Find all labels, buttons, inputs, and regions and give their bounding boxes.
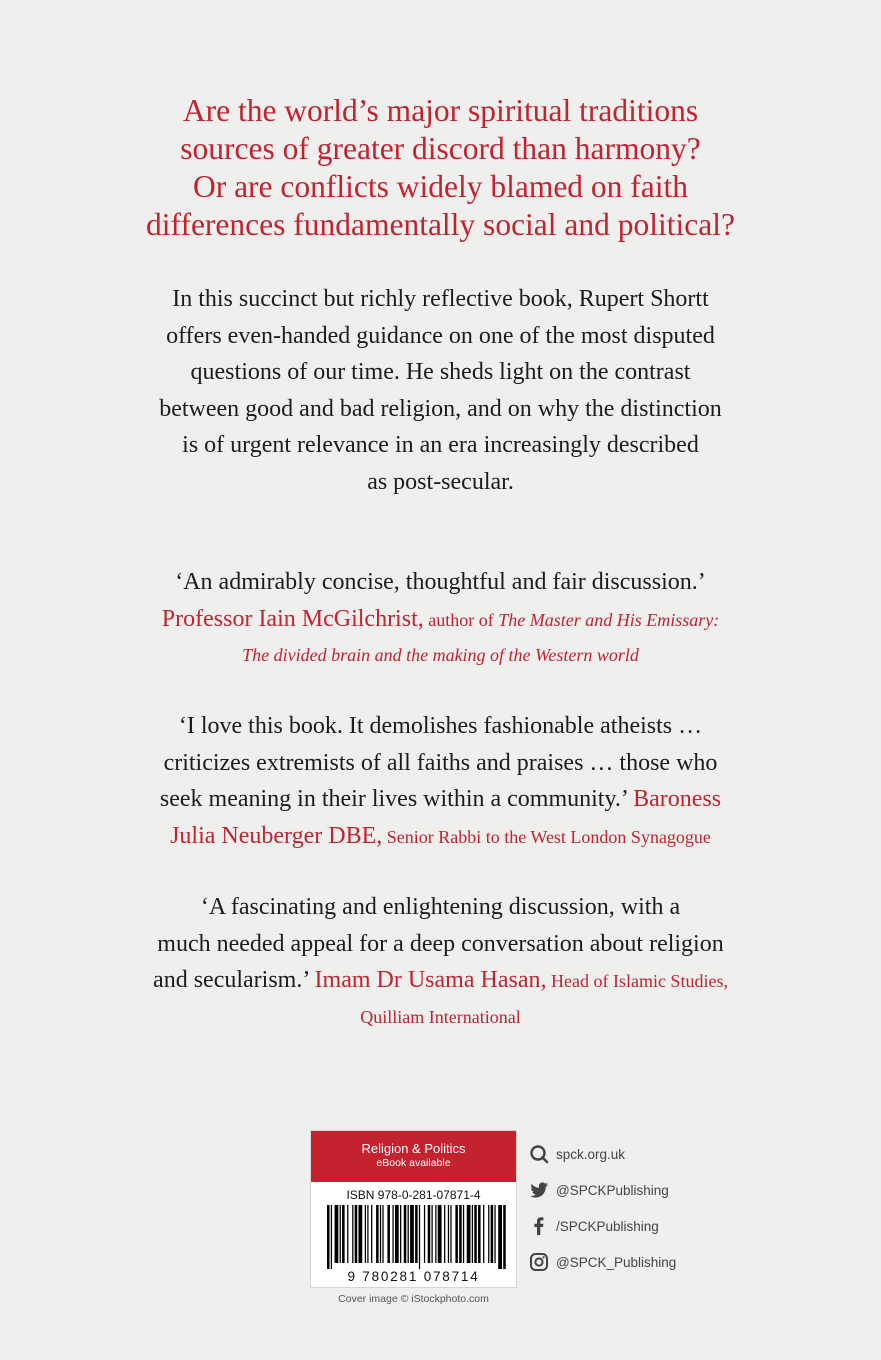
- twitter-link[interactable]: [528, 1178, 728, 1202]
- barcode-bar: [463, 1205, 464, 1263]
- barcode-bar: [488, 1205, 489, 1263]
- barcode-bar: [400, 1205, 401, 1263]
- book-title: The divided brain and the making of the Western world: [242, 645, 639, 665]
- barcode-bar: [410, 1205, 414, 1263]
- endorser-name: Imam Dr Usama Hasan,: [314, 967, 547, 993]
- twitter-label: @SPCKPublishing: [556, 1182, 669, 1198]
- barcode-bar: [395, 1205, 399, 1263]
- quote-attribution: Quilliam International: [360, 1006, 521, 1027]
- barcode-bar: [342, 1205, 345, 1263]
- quote-attribution: [40, 601, 841, 638]
- barcode-bar: [392, 1205, 393, 1263]
- barcode-bar: [483, 1205, 484, 1263]
- barcode-bar: [491, 1205, 494, 1263]
- barcode-bar: [408, 1205, 409, 1263]
- isbn-label: ISBN 978-0-281-07871-4: [346, 1188, 481, 1202]
- barcode-bar: [472, 1205, 473, 1263]
- quote-text: ‘An admirably concise, thoughtful and fair discussion.’: [175, 569, 706, 595]
- social-links: [528, 1142, 728, 1286]
- barcode-bar: [387, 1205, 390, 1263]
- barcode-bar: [419, 1205, 420, 1269]
- blurb: [40, 281, 841, 500]
- barcode-bar: [327, 1205, 330, 1269]
- barcode-digits: 9 780281 078714: [347, 1269, 480, 1284]
- quote-text-part: and secularism.’: [153, 967, 315, 993]
- quote-text: ‘A fascinating and enlightening discussion, with a: [200, 894, 681, 920]
- website-label: spck.org.uk: [556, 1146, 626, 1162]
- barcode-bar: [380, 1205, 381, 1263]
- endorsement-neuberger: [40, 708, 841, 854]
- barcode-bar: [478, 1205, 481, 1263]
- barcode-bar: [355, 1205, 358, 1263]
- barcode-bar: [428, 1205, 431, 1263]
- blurb-line: questions of our time. He sheds light on the contrast: [190, 359, 691, 385]
- book-title: The Master and His Emissary:: [498, 609, 720, 630]
- headline-line: Or are conflicts widely blamed on faith: [192, 169, 689, 204]
- endorsement-hasan: [40, 889, 841, 1035]
- ebook-label: eBook available: [376, 1157, 451, 1169]
- facebook-label: /SPCKPublishing: [556, 1218, 659, 1234]
- barcode-bar: [415, 1205, 418, 1263]
- instagram-link[interactable]: [528, 1250, 728, 1274]
- headline-line: differences fundamentally social and political?: [146, 207, 735, 242]
- barcode-bar: [498, 1205, 502, 1269]
- barcode-bar: [450, 1205, 451, 1263]
- blurb-line: is of urgent relevance in an era increasingly described: [182, 432, 699, 458]
- instagram-label: @SPCK_Publishing: [556, 1254, 677, 1270]
- headline: [40, 92, 841, 244]
- quote-text: much needed appeal for a deep conversation about religion: [157, 930, 724, 957]
- barcode-bar: [503, 1205, 506, 1269]
- barcode-bar: [431, 1205, 432, 1263]
- barcode-bar: [404, 1205, 407, 1263]
- blurb-line: In this succinct but richly reflective book, Rupert Shortt: [172, 286, 709, 312]
- barcode-bar: [455, 1205, 458, 1263]
- cover-credit: Cover image © iStockphoto.com: [338, 1293, 489, 1305]
- headline-line: sources of greater discord than harmony?: [180, 131, 701, 166]
- quote-attribution-cont: [40, 637, 841, 673]
- facebook-icon: [528, 1215, 550, 1237]
- barcode-bar: [474, 1205, 477, 1263]
- barcode-bar: [376, 1205, 379, 1263]
- blurb-line: offers even-handed guidance on one of the most disputed: [166, 322, 715, 349]
- barcode-bar: [494, 1205, 495, 1263]
- category-band: [311, 1131, 516, 1182]
- barcode-bar: [438, 1205, 442, 1263]
- blurb-line: as post-secular.: [367, 468, 514, 495]
- quote-text: criticizes extremists of all faiths and praises … those who: [163, 749, 718, 776]
- twitter-icon: [528, 1179, 550, 1201]
- barcode-bar: [335, 1205, 339, 1263]
- endorsement-mcgilchrist: [40, 564, 841, 673]
- headline-line: Are the world’s major spiritual traditions: [182, 93, 699, 128]
- quote-text: ‘I love this book. It demolishes fashionable atheists …: [178, 713, 703, 739]
- barcode-box: [310, 1130, 517, 1288]
- barcode-bar: [382, 1205, 383, 1263]
- endorser-role: author of: [423, 609, 499, 630]
- barcode-bar: [371, 1205, 372, 1263]
- endorser-role: Head of Islamic Studies,: [546, 971, 728, 991]
- barcode-bar: [459, 1205, 462, 1263]
- quote-text: [40, 962, 841, 999]
- quote-text-part: seek meaning in their lives within a community.’: [159, 786, 634, 812]
- barcode-bar: [435, 1205, 436, 1263]
- barcode-bar: [448, 1205, 449, 1263]
- quote-attribution: [40, 818, 841, 855]
- barcode-bar: [340, 1205, 341, 1263]
- search-icon: [528, 1143, 550, 1165]
- quote-text: [40, 781, 841, 818]
- website-link[interactable]: [528, 1142, 728, 1166]
- barcode-bar: [365, 1205, 366, 1263]
- endorser-name: Julia Neuberger DBE,: [170, 822, 383, 849]
- barcode-bar: [444, 1205, 445, 1263]
- barcode-bar: [347, 1205, 348, 1263]
- blurb-line: between good and bad religion, and on why the distinction: [159, 395, 722, 422]
- instagram-icon: [528, 1251, 550, 1273]
- barcode-bar: [424, 1205, 425, 1263]
- barcode-bar: [352, 1205, 353, 1263]
- endorser-name: Professor Iain McGilchrist,: [161, 605, 424, 632]
- barcode-bar: [358, 1205, 362, 1263]
- barcode-bars: [327, 1205, 507, 1269]
- endorser-name: Baroness: [633, 786, 722, 812]
- category-label: Religion & Politics: [361, 1141, 466, 1156]
- barcode-bar: [331, 1205, 332, 1269]
- barcode-bar: [367, 1205, 368, 1263]
- barcode-bar: [467, 1205, 471, 1263]
- endorser-role: Senior Rabbi to the West London Synagogue: [382, 826, 711, 847]
- facebook-link[interactable]: [528, 1214, 728, 1238]
